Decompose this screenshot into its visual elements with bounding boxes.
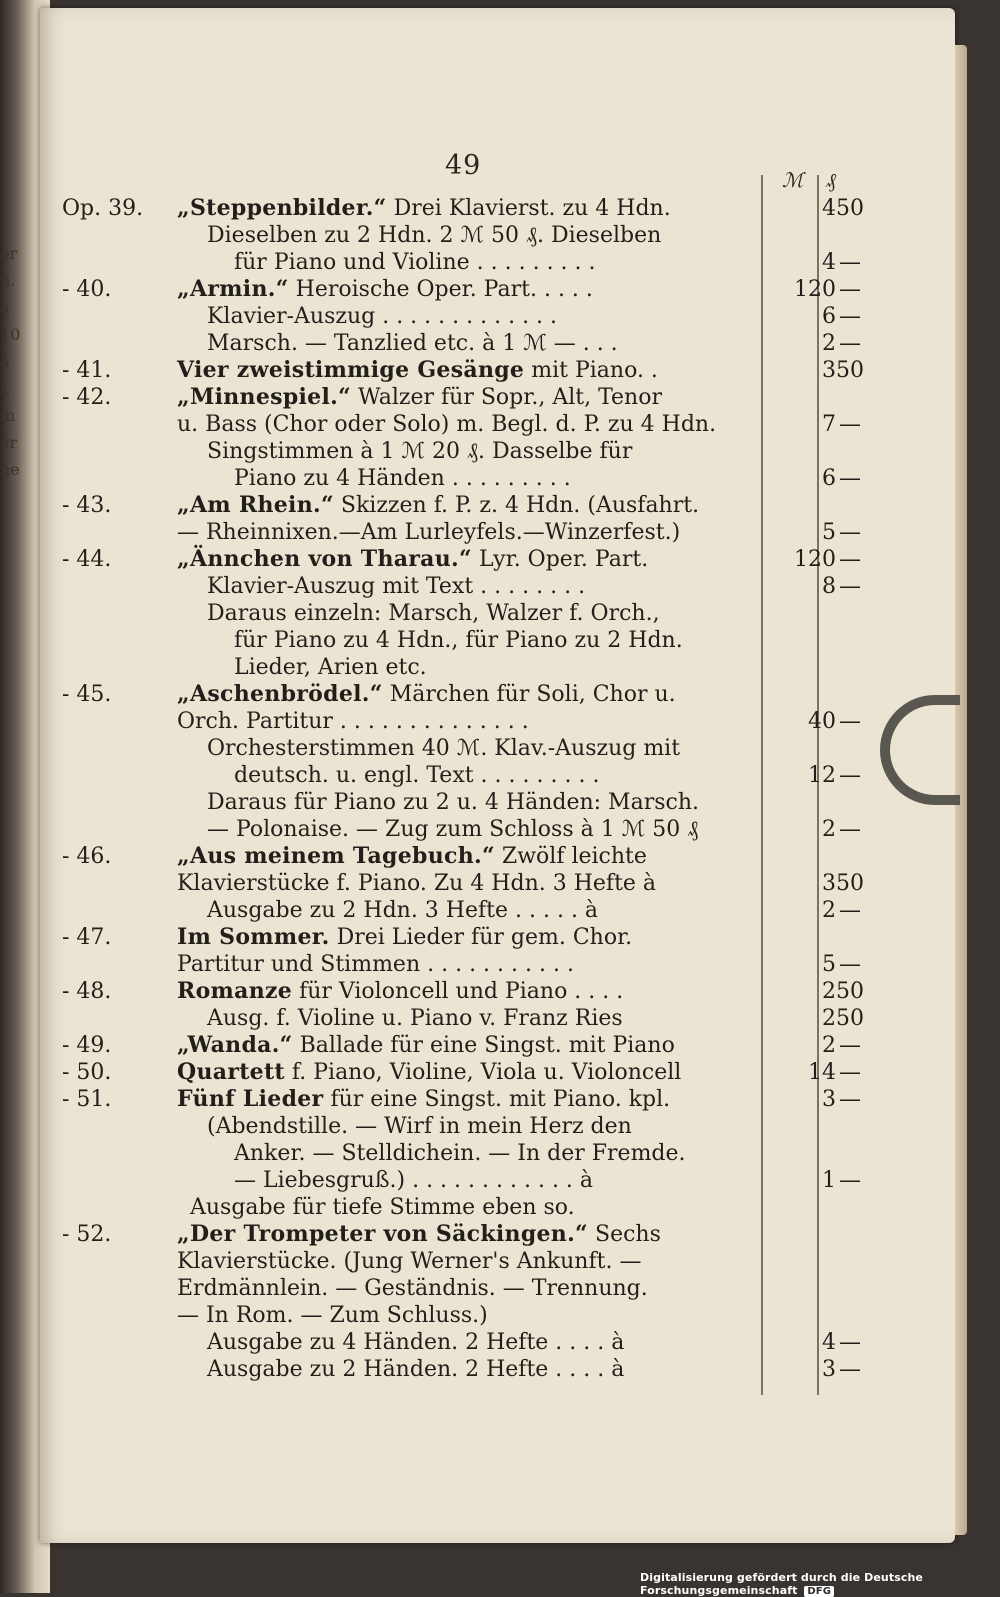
- work-title: „Minnespiel.“: [177, 384, 352, 410]
- work-title: „Am Rhein.“: [177, 492, 334, 518]
- price-mark: 2: [822, 898, 836, 923]
- entry-text: [177, 1032, 675, 1059]
- entry-text: [207, 222, 661, 249]
- catalog-row: [62, 1005, 962, 1032]
- opus-number: - 41.: [62, 358, 112, 383]
- entry-description: Heroische Oper. Part. . . . .: [288, 277, 593, 302]
- opus-number: - 52.: [62, 1222, 112, 1247]
- dfg-logo: DFG: [804, 1586, 834, 1597]
- entry-description: für Piano zu 4 Hdn., für Piano zu 2 Hdn.: [234, 628, 683, 653]
- price-mark: 2: [822, 979, 836, 1004]
- catalog-row: [62, 600, 962, 627]
- entry-text: [177, 1086, 670, 1113]
- entry-text: [177, 1221, 661, 1248]
- entry-description: Daraus für Piano zu 2 u. 4 Händen: Marsch.: [207, 790, 699, 815]
- catalog-row: [62, 195, 962, 222]
- price-mark: 4: [822, 196, 836, 221]
- entry-description: für Violoncell und Piano . . . .: [292, 979, 624, 1004]
- catalog-row: [62, 1356, 962, 1383]
- opus-number: - 45.: [62, 682, 112, 707]
- catalog-row: [62, 384, 962, 411]
- facing-page-fragment: m: [0, 406, 16, 425]
- price-mark: 120: [794, 277, 836, 302]
- entry-text: [177, 870, 656, 897]
- entry-text: [177, 681, 676, 708]
- opus-number: - 42.: [62, 385, 112, 410]
- opus-number: - 40.: [62, 277, 112, 302]
- facing-page-fragment: n.: [0, 271, 16, 290]
- price-pfennig: 50: [836, 1006, 864, 1031]
- entry-description: Klavierstücke. (Jung Werner's Ankunft. —: [177, 1249, 642, 1274]
- work-title: Fünf Lieder: [177, 1086, 324, 1112]
- price-mark: 3: [822, 358, 836, 383]
- entry-description: mit Piano. .: [524, 358, 658, 383]
- facing-page-fragment: ne: [0, 460, 20, 479]
- price-mark: 5: [822, 952, 836, 977]
- entry-description: — Liebesgruß.) . . . . . . . . . . . . à: [234, 1168, 594, 1193]
- entry-description: Singstimmen à 1 ℳ 20 ₰. Dasselbe für: [207, 439, 633, 464]
- entry-text: [177, 843, 647, 870]
- facing-page-fragment: à: [0, 298, 10, 317]
- entry-text: [234, 249, 596, 276]
- entry-description: Ausgabe für tiefe Stimme eben so.: [190, 1195, 575, 1220]
- price-pfennig: 50: [836, 979, 864, 1004]
- entry-text: [207, 816, 698, 843]
- entry-description: Ausgabe zu 2 Händen. 2 Hefte . . . . à: [207, 1357, 625, 1382]
- price-mark: 6: [822, 466, 836, 491]
- opus-number: - 43.: [62, 493, 112, 518]
- entry-description: Erdmännlein. — Geständnis. — Trennung.: [177, 1276, 648, 1301]
- price-pfennig: —: [839, 520, 861, 545]
- price-mark: 2: [822, 1006, 836, 1031]
- price-pfennig: —: [839, 1168, 861, 1193]
- entry-text: [177, 1275, 648, 1302]
- price-mark: 3: [822, 1357, 836, 1382]
- entry-description: Drei Klavierst. zu 4 Hdn.: [386, 196, 671, 221]
- catalog-row: [62, 816, 962, 843]
- price-mark: 4: [822, 1330, 836, 1355]
- catalog-row: [62, 654, 962, 681]
- entry-text: [177, 492, 699, 519]
- price-mark: 8: [822, 574, 836, 599]
- opus-number: - 46.: [62, 844, 112, 869]
- entry-description: (Abendstille. — Wirf in mein Herz den: [207, 1114, 632, 1139]
- price-pfennig: —: [839, 1330, 861, 1355]
- catalog-row: [62, 897, 962, 924]
- catalog-row: [62, 276, 962, 303]
- entry-description: deutsch. u. engl. Text . . . . . . . . .: [234, 763, 600, 788]
- catalog-row: [62, 1032, 962, 1059]
- price-pfennig: —: [839, 1087, 861, 1112]
- entry-text: [207, 897, 598, 924]
- entry-description: Orchesterstimmen 40 ℳ. Klav.-Auszug mit: [207, 736, 681, 761]
- price-pfennig: —: [839, 898, 861, 923]
- price-pfennig: —: [839, 1033, 861, 1058]
- price-mark: 3: [822, 1087, 836, 1112]
- entry-description: Orch. Partitur . . . . . . . . . . . . . .: [177, 709, 529, 734]
- catalog-row: [62, 1194, 962, 1221]
- entry-description: Klavier-Auszug . . . . . . . . . . . . .: [207, 304, 558, 329]
- work-title: Im Sommer.: [177, 924, 330, 950]
- entry-description: f. Piano, Violine, Viola u. Violoncell: [284, 1060, 682, 1085]
- price-pfennig: —: [839, 277, 861, 302]
- work-title: „Aus meinem Tagebuch.“: [177, 843, 495, 869]
- mark-column-header: ℳ: [782, 168, 804, 192]
- catalog-row: [62, 1221, 962, 1248]
- entry-description: Marsch. — Tanzlied etc. à 1 ℳ — . . .: [207, 331, 618, 356]
- price-pfennig: —: [839, 709, 861, 734]
- facing-page-fragment: 10: [0, 325, 21, 344]
- price-pfennig: —: [839, 331, 861, 356]
- entry-description: für Piano und Violine . . . . . . . . .: [234, 250, 596, 275]
- entry-text: [234, 762, 599, 789]
- work-title: „Der Trompeter von Säckingen.“: [177, 1221, 589, 1247]
- work-title: „Aschenbrödel.“: [177, 681, 383, 707]
- entry-text: [177, 546, 648, 573]
- entry-text: [177, 384, 662, 411]
- catalog-row: [62, 1275, 962, 1302]
- opus-number: - 50.: [62, 1060, 112, 1085]
- entry-text: [177, 357, 658, 384]
- catalog-row: [62, 870, 962, 897]
- work-title: Romanze: [177, 978, 293, 1004]
- price-pfennig: 50: [836, 871, 864, 896]
- catalog-row: [62, 546, 962, 573]
- entry-text: [207, 573, 585, 600]
- catalog-row: [62, 1167, 962, 1194]
- entry-text: [190, 1194, 575, 1221]
- catalog-row: [62, 492, 962, 519]
- opus-number: Op. 39.: [62, 196, 144, 221]
- entry-text: [207, 330, 618, 357]
- entry-description: Partitur und Stimmen . . . . . . . . . . .: [177, 952, 574, 977]
- entry-text: [177, 978, 623, 1005]
- price-pfennig: —: [839, 574, 861, 599]
- entry-text: [177, 951, 574, 978]
- work-title: „Armin.“: [177, 276, 289, 302]
- catalog-row: [62, 519, 962, 546]
- catalog-row: [62, 681, 962, 708]
- digitization-credit: [640, 1571, 1000, 1597]
- price-pfennig: —: [839, 412, 861, 437]
- entry-text: [207, 735, 680, 762]
- catalog-row: [62, 978, 962, 1005]
- entry-text: [177, 924, 632, 951]
- catalog-row: [62, 627, 962, 654]
- price-pfennig: —: [839, 250, 861, 275]
- price-mark: 12: [808, 763, 836, 788]
- work-title: Vier zweistimmige Gesänge: [177, 357, 525, 383]
- opus-number: - 48.: [62, 979, 112, 1004]
- opus-number: - 44.: [62, 547, 112, 572]
- catalog-entries: [62, 195, 962, 1383]
- entry-description: — Polonaise. — Zug zum Schloss à 1 ℳ 50 ₰: [207, 817, 699, 842]
- price-mark: 3: [822, 871, 836, 896]
- catalog-row: [62, 573, 962, 600]
- facing-page-fragments: [0, 240, 44, 483]
- facing-page-fragment: or: [0, 244, 18, 263]
- catalog-row: [62, 438, 962, 465]
- price-pfennig: 50: [836, 358, 864, 383]
- catalog-row: [62, 924, 962, 951]
- entry-description: Dieselben zu 2 Hdn. 2 ℳ 50 ₰. Dieselben: [207, 223, 662, 248]
- catalog-row: [62, 1302, 962, 1329]
- entry-text: [234, 627, 683, 654]
- entry-description: für eine Singst. mit Piano. kpl.: [323, 1087, 671, 1112]
- catalog-row: [62, 951, 962, 978]
- catalog-row: [62, 411, 962, 438]
- work-title: „Wanda.“: [177, 1032, 293, 1058]
- entry-description: Piano zu 4 Händen . . . . . . . . .: [234, 466, 571, 491]
- entry-text: [177, 519, 680, 546]
- work-title: „Steppenbilder.“: [177, 195, 387, 221]
- entry-text: [234, 465, 571, 492]
- catalog-row: [62, 1140, 962, 1167]
- entry-description: Walzer für Sopr., Alt, Tenor: [351, 385, 662, 410]
- catalog-row: [62, 1248, 962, 1275]
- catalog-row: [62, 465, 962, 492]
- catalog-row: [62, 330, 962, 357]
- entry-description: Drei Lieder für gem. Chor.: [329, 925, 633, 950]
- entry-text: [177, 195, 671, 222]
- entry-text: [207, 1113, 632, 1140]
- entry-text: [207, 1356, 624, 1383]
- price-mark: 2: [822, 331, 836, 356]
- entry-description: Lyr. Oper. Part.: [471, 547, 649, 572]
- price-pfennig: —: [839, 1357, 861, 1382]
- entry-description: Lieder, Arien etc.: [234, 655, 427, 680]
- page-number: 49: [445, 150, 482, 181]
- price-mark: 4: [822, 250, 836, 275]
- catalog-row: [62, 708, 962, 735]
- entry-text: [177, 708, 529, 735]
- catalog-row: [62, 762, 962, 789]
- entry-text: [177, 411, 716, 438]
- entry-text: [207, 1005, 623, 1032]
- price-pfennig: 50: [836, 196, 864, 221]
- catalog-row: [62, 1113, 962, 1140]
- entry-text: [207, 438, 632, 465]
- entry-text: [177, 1248, 641, 1275]
- entry-text: [177, 1059, 681, 1086]
- catalog-row: [62, 1059, 962, 1086]
- catalog-row: [62, 789, 962, 816]
- catalog-row: [62, 222, 962, 249]
- facing-page-fragment: er: [0, 433, 18, 452]
- price-pfennig: —: [839, 1060, 861, 1085]
- price-mark: 2: [822, 817, 836, 842]
- entry-description: Anker. — Stelldichein. — In der Fremde.: [234, 1141, 686, 1166]
- entry-description: Ausgabe zu 4 Händen. 2 Hefte . . . . à: [207, 1330, 625, 1355]
- entry-description: Klavierstücke f. Piano. Zu 4 Hdn. 3 Hefte à: [177, 871, 657, 896]
- entry-text: [177, 1302, 488, 1329]
- price-mark: 1: [822, 1168, 836, 1193]
- opus-number: - 47.: [62, 925, 112, 950]
- entry-text: [207, 600, 660, 627]
- facing-page-fragment: à: [0, 352, 10, 371]
- price-pfennig: —: [839, 466, 861, 491]
- entry-description: — Rheinnixen.—Am Lurleyfels.—Winzerfest.): [177, 520, 681, 545]
- entry-description: Ausg. f. Violine u. Piano v. Franz Ries: [207, 1006, 623, 1031]
- entry-text: [234, 654, 427, 681]
- facing-page-fragment: l.: [0, 379, 11, 398]
- catalog-row: [62, 843, 962, 870]
- entry-description: Ballade für eine Singst. mit Piano: [292, 1033, 675, 1058]
- price-mark: 40: [808, 709, 836, 734]
- price-mark: 7: [822, 412, 836, 437]
- entry-description: Klavier-Auszug mit Text . . . . . . . .: [207, 574, 586, 599]
- price-mark: 5: [822, 520, 836, 545]
- catalog-row: [62, 357, 962, 384]
- entry-description: Sechs: [588, 1222, 661, 1247]
- entry-text: [207, 303, 557, 330]
- entry-text: [234, 1140, 686, 1167]
- entry-description: Märchen für Soli, Chor u.: [382, 682, 676, 707]
- entry-description: — In Rom. — Zum Schluss.): [177, 1303, 488, 1328]
- pfennig-column-header: ₰: [826, 168, 836, 192]
- entry-text: [177, 276, 593, 303]
- credit-text: Digitalisierung gefördert durch die Deutsche Forschungsgemeinschaft: [640, 1571, 923, 1597]
- opus-number: - 51.: [62, 1087, 112, 1112]
- catalog-row: [62, 735, 962, 762]
- entry-text: [207, 789, 699, 816]
- work-title: Quartett: [177, 1059, 285, 1085]
- catalog-row: [62, 1086, 962, 1113]
- price-mark: 2: [822, 1033, 836, 1058]
- price-mark: 14: [808, 1060, 836, 1085]
- entry-description: u. Bass (Chor oder Solo) m. Begl. d. P. zu 4 Hdn.: [177, 412, 717, 437]
- catalog-row: [62, 303, 962, 330]
- price-pfennig: —: [839, 763, 861, 788]
- catalog-row: [62, 1329, 962, 1356]
- price-pfennig: —: [839, 817, 861, 842]
- entry-text: [207, 1329, 624, 1356]
- entry-text: [234, 1167, 593, 1194]
- price-mark: 120: [794, 547, 836, 572]
- entry-description: Zwölf leichte: [494, 844, 647, 869]
- catalog-row: [62, 249, 962, 276]
- price-pfennig: —: [839, 547, 861, 572]
- work-title: „Ännchen von Tharau.“: [177, 546, 472, 572]
- price-mark: 6: [822, 304, 836, 329]
- entry-description: Daraus einzeln: Marsch, Walzer f. Orch.,: [207, 601, 660, 626]
- price-pfennig: —: [839, 952, 861, 977]
- opus-number: - 49.: [62, 1033, 112, 1058]
- entry-description: Skizzen f. P. z. 4 Hdn. (Ausfahrt.: [333, 493, 700, 518]
- price-pfennig: —: [839, 304, 861, 329]
- entry-description: Ausgabe zu 2 Hdn. 3 Hefte . . . . . à: [207, 898, 599, 923]
